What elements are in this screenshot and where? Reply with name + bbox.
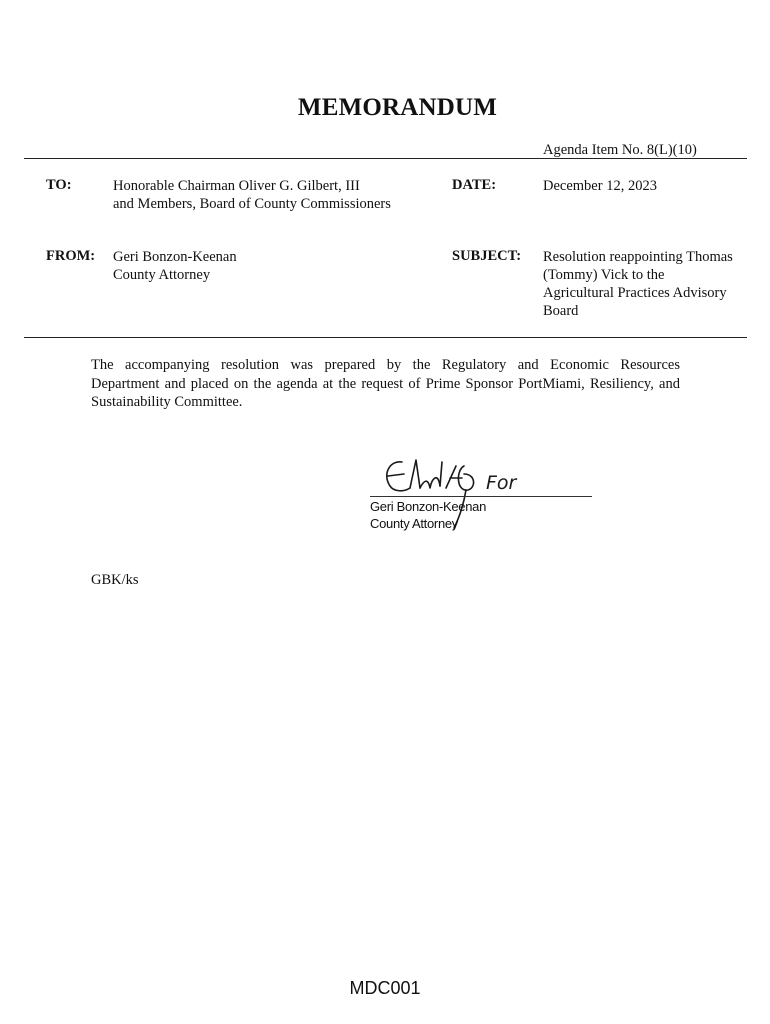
signature-for-note: For [486,472,517,494]
agenda-item-number: Agenda Item No. 8(L)(10) [543,142,697,158]
to-value [113,177,391,213]
signature-block [360,452,590,542]
subject-label: SUBJECT: [452,248,522,264]
subject-line-3: Agricultural Practices Advisory [543,285,727,301]
date-label: DATE: [452,177,497,193]
header-divider-top [24,158,747,159]
typist-initials: GBK/ks [91,572,139,588]
header-divider-bottom [24,337,747,338]
memo-title: MEMORANDUM [297,94,498,121]
from-line-2: County Attorney [113,267,211,283]
memo-body [91,356,680,412]
page-footer-code: MDC001 [349,978,421,998]
to-label: TO: [46,177,72,193]
body-line-2: Department and placed on the agenda at the request of Prime Sponsor PortMiami, Resiliency, and [91,375,680,392]
date-text: December 12, 2023 [543,178,657,194]
body-line-3: Sustainability Committee. [91,394,243,410]
subject-line-1: Resolution reappointing Thomas [543,249,733,265]
subject-value [543,248,733,320]
subject-line-4: Board [543,303,579,319]
signature-line [370,496,592,497]
signer-name: Geri Bonzon-Keenan [370,499,487,514]
signer-title: County Attorney [370,516,458,531]
to-line-2: and Members, Board of County Commissioners [113,196,391,212]
from-label: FROM: [46,248,96,264]
from-line-1: Geri Bonzon-Keenan [113,249,237,265]
subject-line-2: (Tommy) Vick to the [543,267,665,283]
body-line-1: The accompanying resolution was prepared by the Regulatory and Economic Resources [91,357,680,373]
from-value [113,248,237,284]
to-line-1: Honorable Chairman Oliver G. Gilbert, III [113,178,360,194]
date-value [543,177,657,195]
